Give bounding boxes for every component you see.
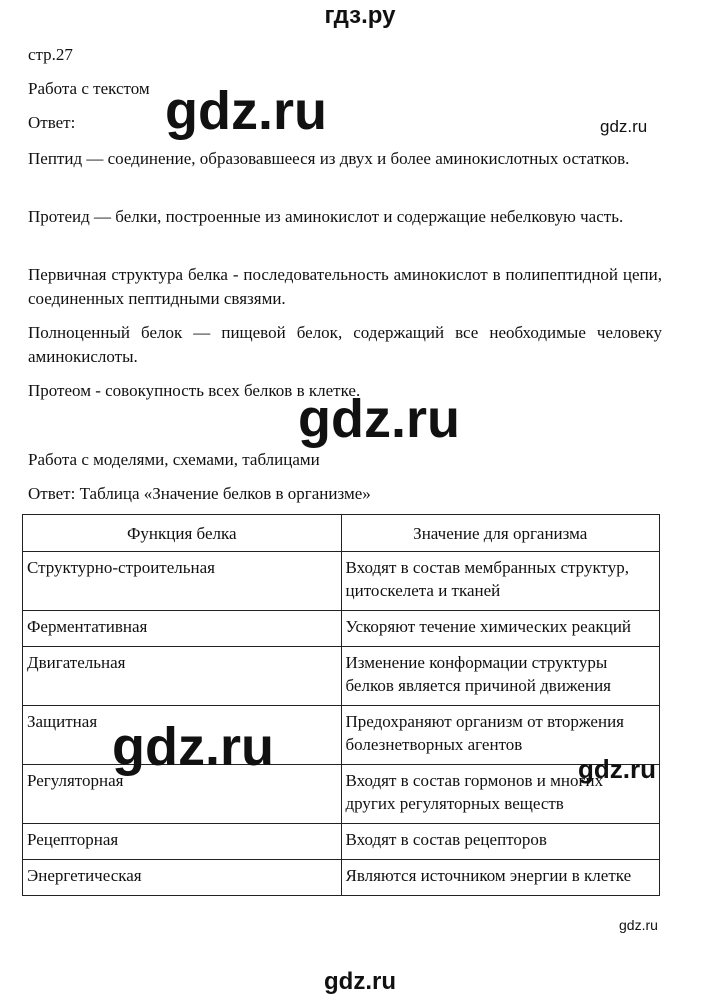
function-cell: Энергетическая [23, 860, 342, 896]
watermark-large: gdz.ru [165, 81, 327, 141]
watermark-tiny: gdz.ru [619, 917, 658, 933]
significance-cell: Изменение конформации структуры белков является причиной движения [341, 647, 660, 706]
table-row [23, 824, 660, 860]
protein-functions-table [22, 514, 660, 896]
table-row [23, 647, 660, 706]
header-function: Функция белка [23, 515, 342, 552]
watermark-large: gdz.ru [112, 717, 274, 777]
watermark-medium: gdz.ru [578, 754, 656, 784]
function-cell: Рецепторная [23, 824, 342, 860]
significance-cell: Входят в состав мембранных структур, цитоскелета и тканей [341, 552, 660, 611]
header-significance: Значение для организма [341, 515, 660, 552]
table-row [23, 611, 660, 647]
significance-cell: Входят в состав рецепторов [341, 824, 660, 860]
function-cell: Ферментативная [23, 611, 342, 647]
function-cell: Двигательная [23, 647, 342, 706]
watermark-small: gdz.ru [600, 117, 648, 136]
function-cell: Регуляторная [23, 765, 342, 824]
page-label: стр.27 [28, 45, 73, 64]
significance-cell: Входят в состав гормонов и многих других регуляторных веществ [341, 765, 660, 824]
significance-cell: Ускоряют течение химических реакций [341, 611, 660, 647]
table-row [23, 552, 660, 611]
definition-proteid: Протеид — белки, построенные из аминокислот и содержащие небелковую часть. [28, 207, 624, 226]
answer-label: Ответ: [28, 113, 76, 132]
definition-complete-protein: Полноценный белок — пищевой белок, содержащий все необходимые человеку аминокислоты. [28, 323, 662, 366]
section-title-text-work: Работа с текстом [28, 79, 150, 98]
definition-proteome: Протеом - совокупность всех белков в клетке. [28, 381, 361, 400]
significance-cell: Предохраняют организм от вторжения болезнетворных агентов [341, 706, 660, 765]
site-footer: gdz.ru [324, 968, 396, 995]
table-header-row [23, 515, 660, 552]
function-cell: Защитная [23, 706, 342, 765]
table-row [23, 860, 660, 896]
definition-peptide: Пептид — соединение, образовавшееся из двух и более аминокислотных остатков. [28, 149, 630, 168]
section-title-models: Работа с моделями, схемами, таблицами [28, 450, 320, 469]
watermark-large: gdz.ru [298, 389, 460, 449]
definition-primary-structure: Первичная структура белка - последовательность аминокислот в полипептидной цепи, соединенных пептидными связями. [28, 265, 662, 308]
table-answer-line: Ответ: Таблица «Значение белков в организме» [28, 484, 371, 503]
significance-cell: Являются источником энергии в клетке [341, 860, 660, 896]
site-header: гдз.ру [324, 2, 396, 29]
function-cell: Структурно-строительная [23, 552, 342, 611]
